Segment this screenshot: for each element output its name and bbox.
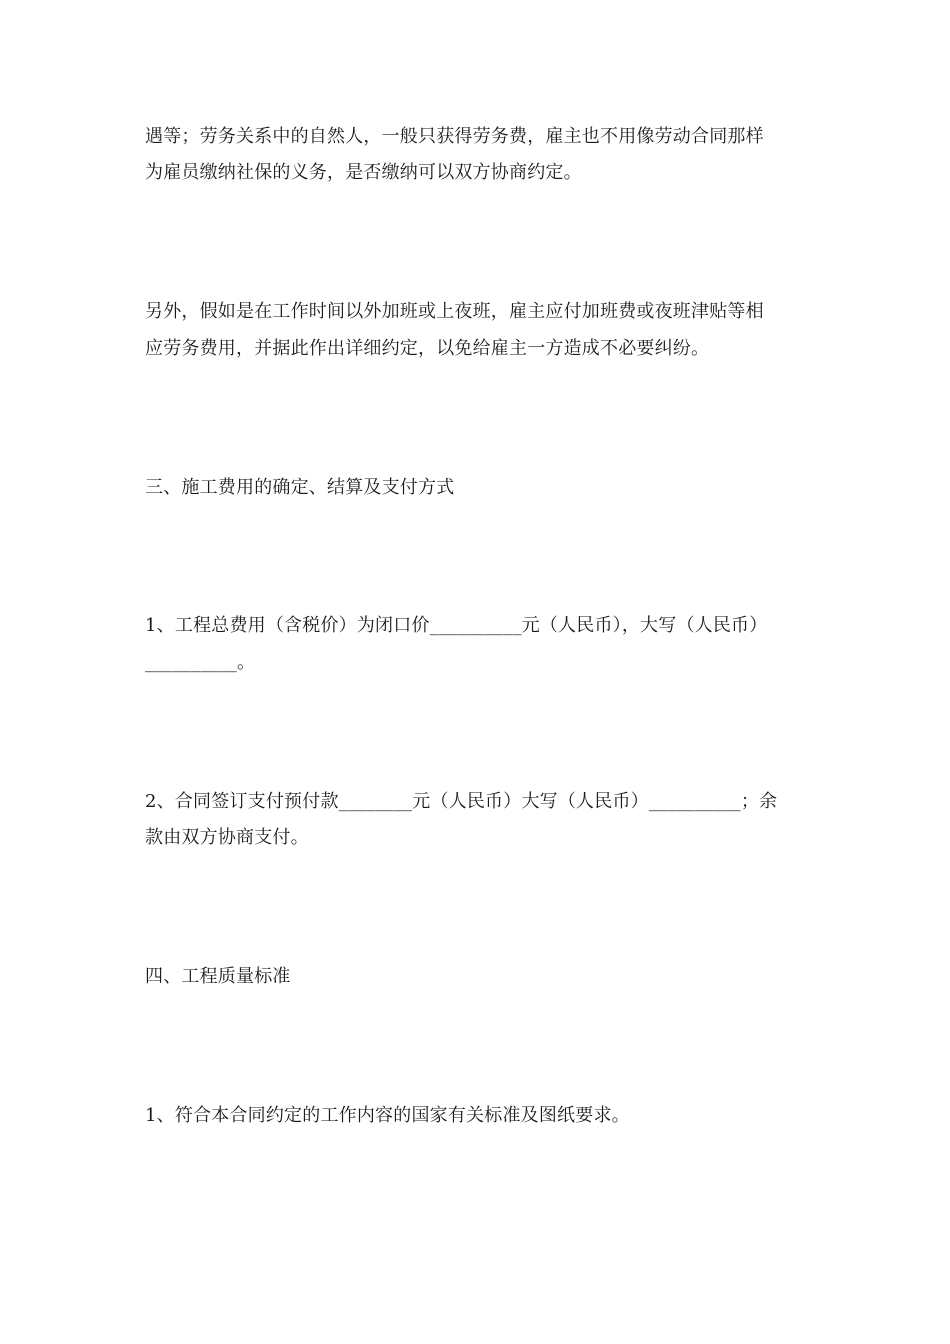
- section-heading-4: 四、工程质量标准: [145, 966, 291, 987]
- paragraph-1-line-1: 遇等；劳务关系中的自然人，一般只获得劳务费，雇主也不用像劳动合同那样: [145, 126, 764, 147]
- clause-3-2-line-2: 款由双方协商支付。: [145, 827, 309, 848]
- clause-3-1-line-1: 1、工程总费用（含税价）为闭口价__________元（人民币），大写（人民币）: [145, 615, 768, 636]
- clause-3-1-line-2: __________。: [145, 652, 256, 673]
- paragraph-2-line-2: 应劳务费用，并据此作出详细约定，以免给雇主一方造成不必要纠纷。: [145, 338, 710, 359]
- paragraph-2-line-1: 另外，假如是在工作时间以外加班或上夜班，雇主应付加班费或夜班津贴等相: [145, 301, 764, 322]
- clause-3-2-line-1: 2、合同签订支付预付款________元（人民币）大写（人民币）__________；余: [145, 791, 778, 812]
- clause-4-1-line-1: 1、符合本合同约定的工作内容的国家有关标准及图纸要求。: [145, 1105, 630, 1126]
- section-heading-3: 三、施工费用的确定、结算及支付方式: [145, 477, 455, 498]
- paragraph-1-line-2: 为雇员缴纳社保的义务，是否缴纳可以双方协商约定。: [145, 162, 582, 183]
